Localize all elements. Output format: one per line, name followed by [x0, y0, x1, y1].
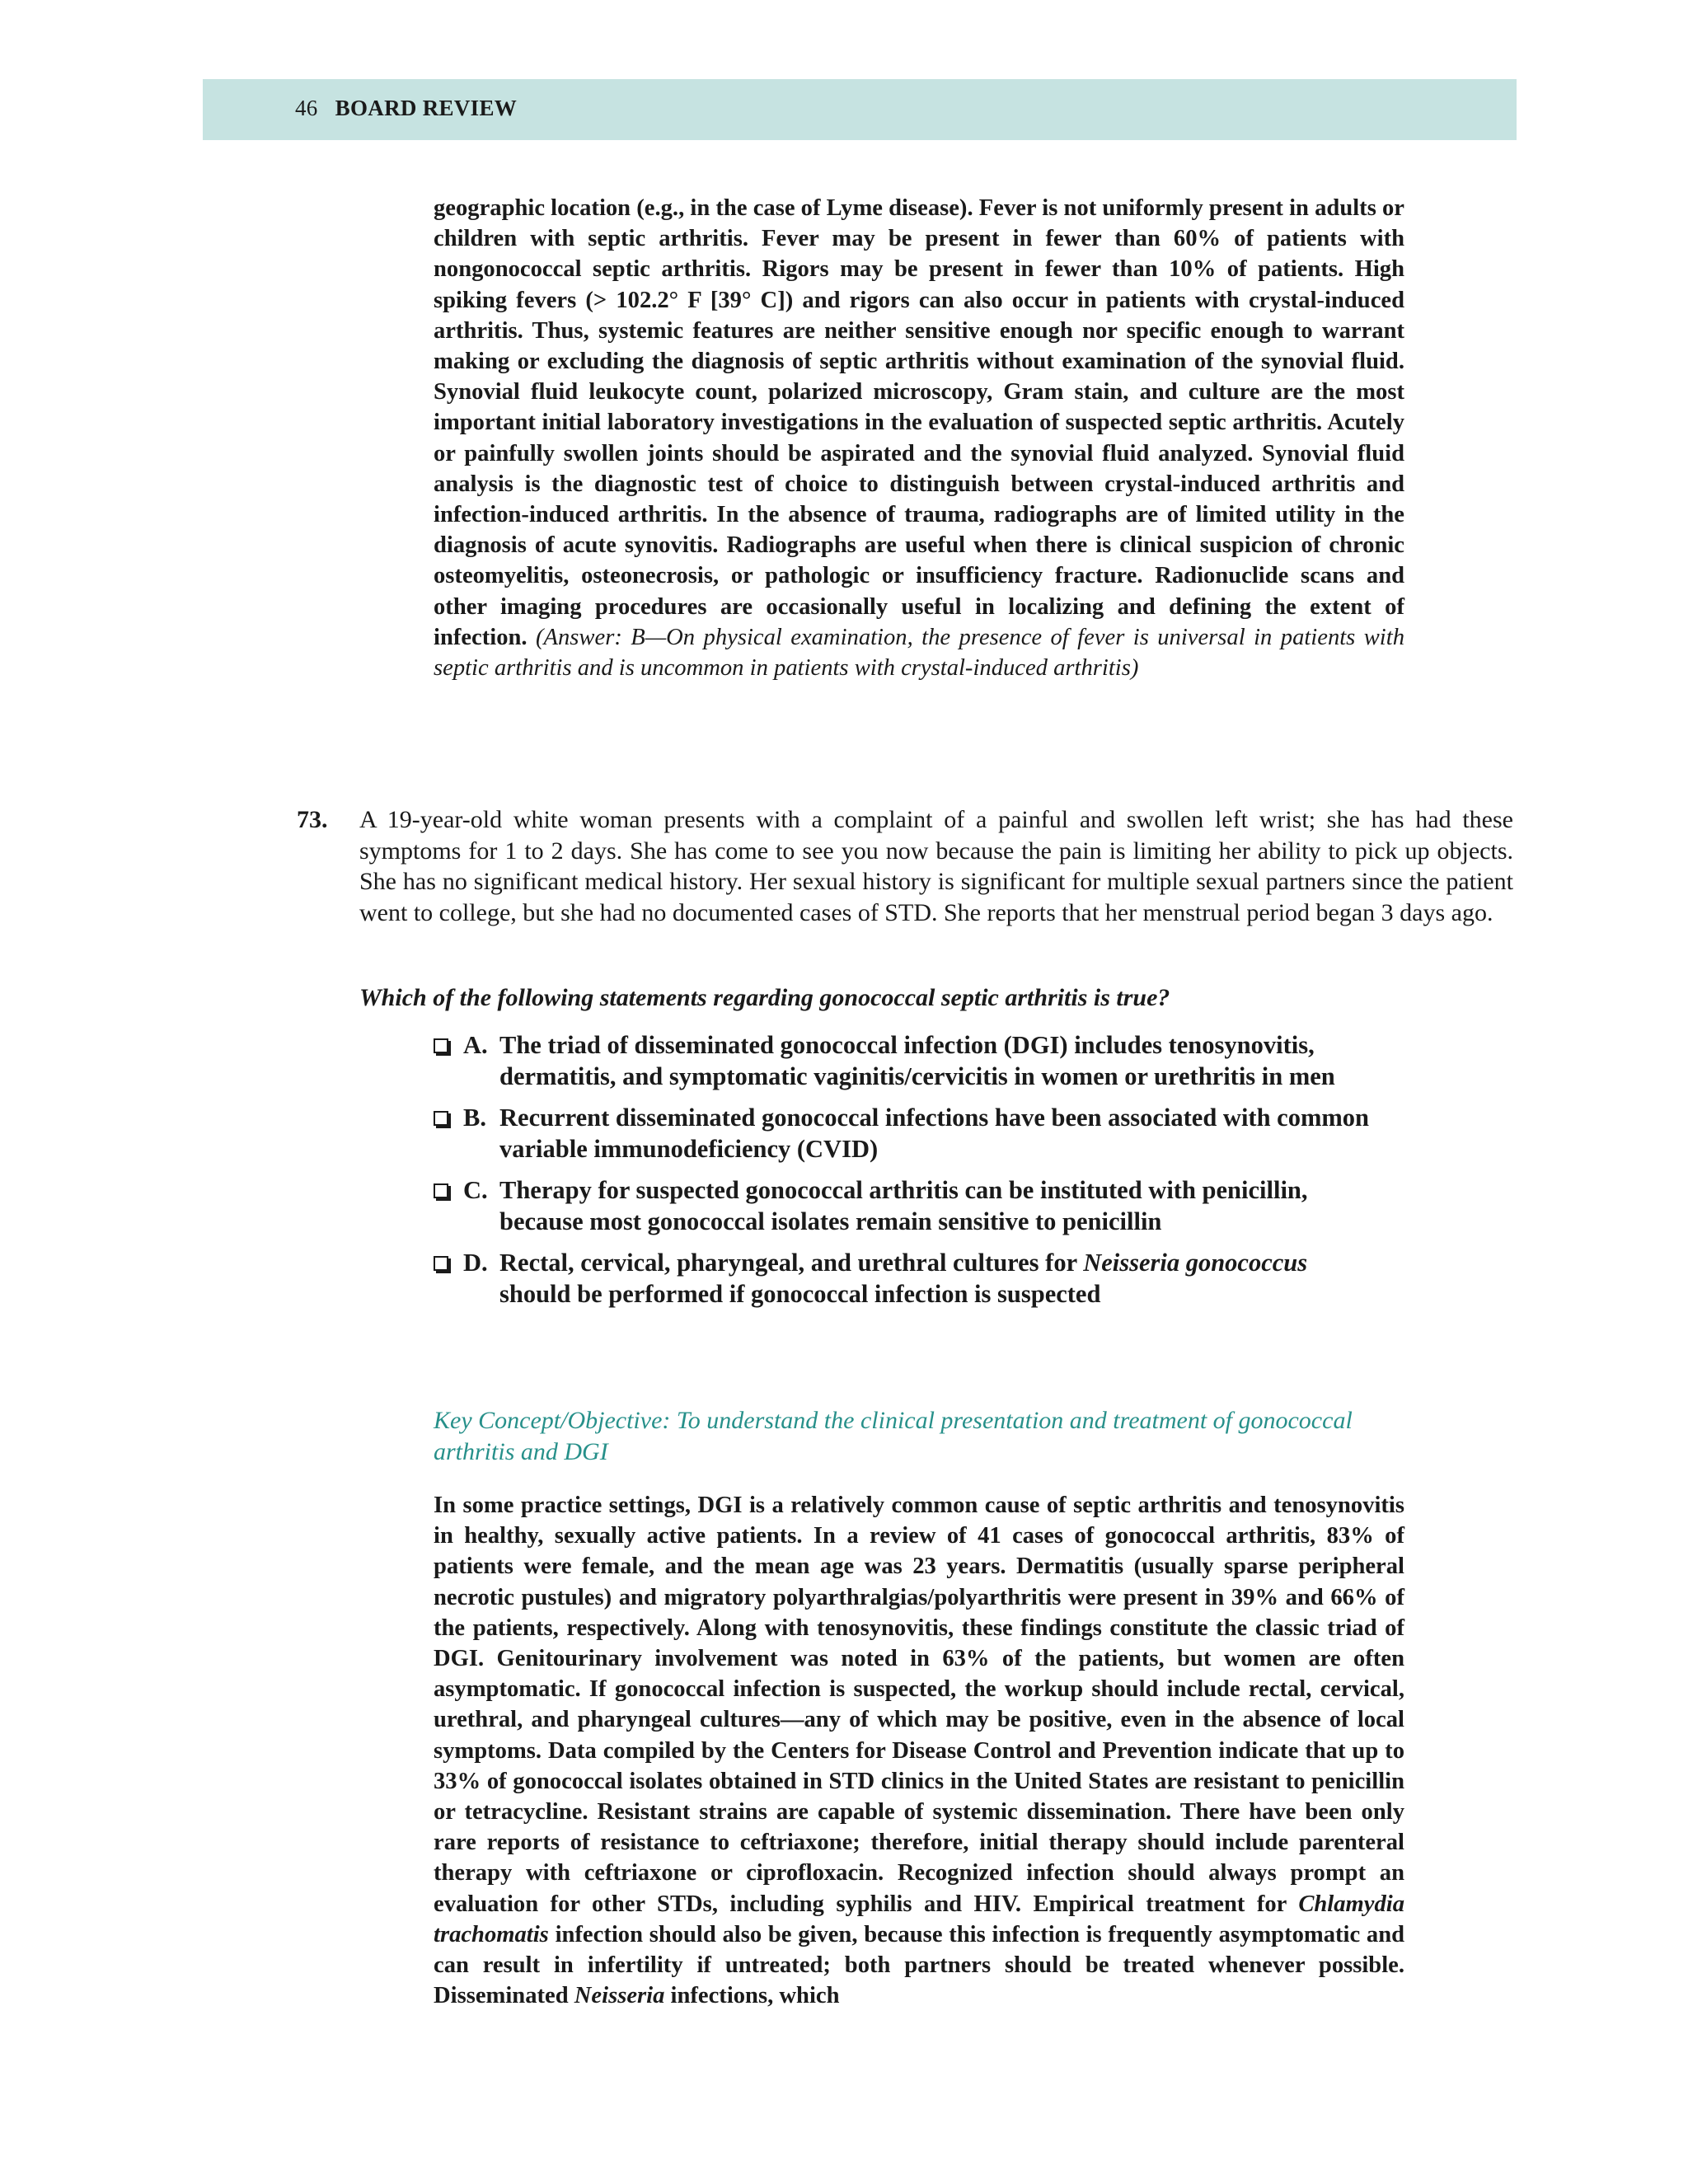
- page-number: 46: [295, 96, 318, 120]
- explanation-part-3: infections, which: [670, 1983, 840, 2009]
- key-concept: Key Concept/Objective: To understand the clinical presentation and treatment of gonococcal arthritis and DGI: [434, 1407, 1353, 1465]
- explanation-italic-1: Chlamydia trachomatis: [434, 1891, 1404, 1947]
- answer-explanation: [434, 1490, 1404, 2011]
- option-d[interactable]: [434, 1248, 1373, 1310]
- option-letter: B.: [463, 1104, 486, 1132]
- checkbox-icon[interactable]: [434, 1111, 448, 1126]
- continued-explanation: [434, 193, 1404, 683]
- running-header: [203, 79, 1517, 140]
- option-text-after: should be performed if gonococcal infection is suspected: [499, 1279, 1101, 1308]
- option-letter: A.: [463, 1031, 488, 1059]
- checkbox-icon[interactable]: [434, 1183, 448, 1198]
- answer-options: [434, 1030, 1373, 1320]
- option-text: The triad of disseminated gonococcal infection (DGI) includes tenosynovitis, dermatitis, and symptomatic vaginitis/cervicitis in women or urethritis in men: [499, 1031, 1335, 1090]
- explanation-part-2: infection should also be given, because this infection is frequently asymptomatic and can result in infertility if untreated; both partners should be treated whenever possible. Disseminated: [434, 1921, 1405, 2009]
- question-prompt: Which of the following statements regarding gonococcal septic arthritis is true?: [359, 984, 1170, 1011]
- option-text: Recurrent disseminated gonococcal infections have been associated with common variable immunodeficiency (CVID): [499, 1104, 1369, 1163]
- header-text: [295, 96, 517, 121]
- answer-line: (Answer: B—On physical examination, the presence of fever is universal in patients with septic arthritis and is uncommon in patients with crystal-induced arthritis): [434, 624, 1404, 682]
- running-title: BOARD REVIEW: [335, 96, 518, 120]
- question-stem: A 19-year-old white woman presents with a complaint of a painful and swollen left wrist; she has had these symptoms for 1 to 2 days. She has come to see you now because the pain is limiting her ability to pick up objects. She has no significant medical history. Her sexual history is significant for multiple sexual partners since the patient went to college, but she had no documented cases of STD. She reports that her menstrual period began 3 days ago.: [359, 806, 1513, 926]
- option-letter: D.: [463, 1249, 488, 1277]
- explanation-part-1: In some practice settings, DGI is a relatively common cause of septic arthritis and tenosynovitis in healthy, sexually active patients. In a review of 41 cases of gonococcal arthritis, 83% of patients were female, and the mean age was 23 years. Dermatitis (usually sparse peripheral necrotic pustules) and migratory polyarthralgias/polyarthritis were present in 39% and 66% of the patients, respectively. Along with tenosynovitis, these findings constitute the classic triad of DGI. Genitourinary involvement was noted in 63% of the patients, but women are often asymptomatic. If gonococcal infection is suspected, the workup should include rectal, cervical, urethral, and pharyngeal cultures—any of which may be positive, even in the absence of local symptoms. Data compiled by the Centers for Disease Control and Prevention indicate that up to 33% of gonococcal isolates obtained in STD clinics in the United States are resistant to penicillin or tetracycline. Resistant strains are capable of systemic dissemination. There have been only rare reports of resistance to ceftriaxone; therefore, initial therapy should include parenteral therapy with ceftriaxone or ciprofloxacin. Recognized infection should always prompt an evaluation for other STDs, including syphilis and HIV. Empirical treatment for: [434, 1493, 1404, 1917]
- option-a[interactable]: [434, 1030, 1373, 1092]
- option-text: Therapy for suspected gonococcal arthritis can be instituted with penicillin, because most gonococcal isolates remain sensitive to penicillin: [499, 1176, 1308, 1235]
- option-b[interactable]: [434, 1103, 1373, 1165]
- question-number: 73.: [297, 806, 328, 833]
- checkbox-icon[interactable]: [434, 1038, 448, 1053]
- option-text-before: Rectal, cervical, pharyngeal, and urethral cultures for: [499, 1249, 1077, 1277]
- option-text-italic: Neisseria gonococcus: [1083, 1249, 1308, 1277]
- explanation-text: geographic location (e.g., in the case of Lyme disease). Fever is not uniformly present in adults or children with septic arthritis. Fever may be present in fewer than 60% of patients with nongonococcal septic arthritis. Rigors may be present in fewer than 10% of patients. High spiking fevers (> 102.2° F [39° C]) and rigors can also occur in patients with crystal-induced arthritis. Thus, systemic features are neither sensitive enough nor specific enough to warrant making or excluding the diagnosis of septic arthritis without examination of the synovial fluid. Synovial fluid leukocyte count, polarized microscopy, Gram stain, and culture are the most important initial laboratory investigations in the evaluation of suspected septic arthritis. Acutely or painfully swollen joints should be aspirated and the synovial fluid analyzed. Synovial fluid analysis is the diagnostic test of choice to distinguish between crystal-induced arthritis and infection-induced arthritis. In the absence of trauma, radiographs are of limited utility in the diagnosis of acute synovitis. Radiographs are useful when there is clinical suspicion of chronic osteomyelitis, osteonecrosis, or pathologic or insufficiency fracture. Radionuclide scans and other imaging procedures are occasionally useful in localizing and defining the extent of infection.: [434, 195, 1404, 650]
- option-c[interactable]: [434, 1175, 1373, 1237]
- option-letter: C.: [463, 1176, 488, 1204]
- explanation-italic-2: Neisseria: [574, 1983, 665, 2009]
- checkbox-icon[interactable]: [434, 1256, 448, 1271]
